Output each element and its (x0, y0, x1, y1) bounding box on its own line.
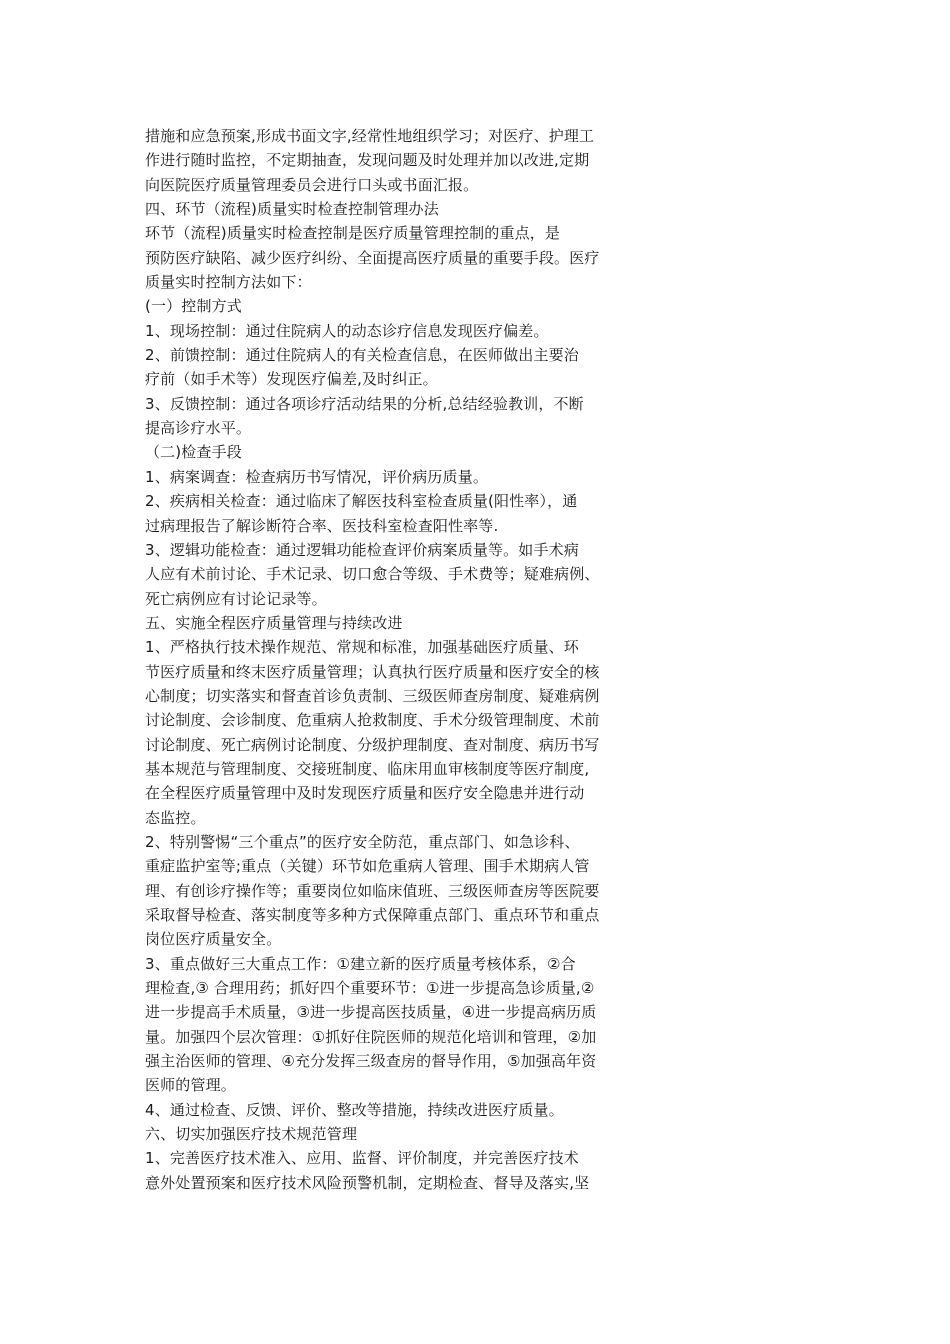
text-line: 进一步提高手术质量，③进一步提高医技质量，④进一步提高病历质 (145, 1003, 597, 1022)
text-line: 过病理报告了解诊断符合率、医技科室检查阳性率等. (145, 516, 499, 535)
text-line: 2、前馈控制：通过住院病人的有关检查信息，在医师做出主要治 (145, 346, 579, 365)
text-line: 1、完善医疗技术准入、应用、监督、评价制度，并完善医疗技术 (145, 1149, 579, 1168)
text-line: 环节（流程)质量实时检查控制是医疗质量管理控制的重点，是 (145, 224, 561, 243)
subsection-heading: （二)检查手段 (145, 443, 242, 462)
section-heading: 六、切实加强医疗技术规范管理 (145, 1125, 358, 1144)
text-line: 提高诊疗水平。 (145, 419, 252, 438)
subsection-heading: (一）控制方式 (145, 297, 242, 316)
text-line: 理、有创诊疗操作等；重要岗位如临床值班、三级医师查房等医院要 (145, 881, 600, 900)
text-line: 措施和应急预案,形成书面文字,经常性地组织学习；对医疗、护理工 (145, 127, 595, 145)
text-line: 意外处置预案和医疗技术风险预警机制，定期检查、督导及落实,坚 (145, 1173, 590, 1192)
text-line: 疗前（如手术等）发现医疗偏差,及时纠正。 (145, 370, 438, 389)
text-line: 1、现场控制：通过住院病人的动态诊疗信息发现医疗偏差。 (145, 321, 549, 340)
text-line: 在全程医疗质量管理中及时发现医疗质量和医疗安全隐患并进行动 (145, 784, 585, 803)
text-line: 死亡病例应有讨论记录等。 (145, 589, 327, 608)
text-line: 岗位医疗质量安全。 (145, 930, 282, 949)
text-line: 作进行随时监控，不定期抽查，发现问题及时处理并加以改进,定期 (145, 151, 590, 170)
text-line: 4、通过检查、反馈、评价、整改等措施，持续改进医疗质量。 (145, 1100, 564, 1119)
text-line: 强主治医师的管理、④充分发挥三级查房的督导作用，⑤加强高年资 (145, 1052, 597, 1071)
text-line: 心制度；切实落实和督查首诊负责制、三级医师查房制度、疑难病例 (145, 686, 600, 705)
text-line: 人应有术前讨论、手术记录、切口愈合等级、手术费等；疑难病例、 (145, 565, 600, 584)
text-line: 重症监护室等;重点（关键）环节如危重病人管理、围手术期病人管 (145, 857, 590, 876)
text-line: 讨论制度、会诊制度、危重病人抢救制度、手术分级管理制度、术前 (145, 711, 600, 730)
text-line: 预防医疗缺陷、减少医疗纠纷、全面提高医疗质量的重要手段。医疗 (145, 248, 600, 267)
text-line: 质量实时控制方法如下： (145, 273, 312, 292)
text-line: 量。加强四个层次管理：①抓好住院医师的规范化培训和管理，②加 (145, 1027, 597, 1046)
text-line: 讨论制度、死亡病例讨论制度、分级护理制度、查对制度、病历书写 (145, 735, 600, 754)
text-line: 2、疾病相关检查：通过临床了解医技科室检查质量(阳性率），通 (145, 492, 578, 511)
text-line: 理检查,③ 合理用药；抓好四个重要环节：①进一步提高急诊质量,② (145, 979, 595, 998)
section-heading: 五、实施全程医疗质量管理与持续改进 (145, 613, 403, 632)
text-line: 采取督导检查、落实制度等多种方式保障重点部门、重点环节和重点 (145, 906, 600, 924)
section-heading: 四、环节（流程)质量实时检查控制管理办法 (145, 200, 439, 219)
text-line: 2、特别警惕“三个重点”的医疗安全防范，重点部门、如急诊科、 (145, 832, 580, 851)
text-line: 医师的管理。 (145, 1076, 236, 1095)
text-line: 3、重点做好三大重点工作：①建立新的医疗质量考核体系，②合 (145, 954, 576, 973)
text-line: 1、病案调查：检查病历书写情况，评价病历质量。 (145, 467, 488, 486)
text-line: 向医院医疗质量管理委员会进行口头或书面汇报。 (145, 175, 479, 194)
text-line: 3、反馈控制：通过各项诊疗活动结果的分析,总结经验教训，不断 (145, 394, 584, 413)
text-line: 3、逻辑功能检查：通过逻辑功能检查评价病案质量等。如手术病 (145, 540, 579, 559)
text-line: 态监控。 (145, 808, 206, 827)
text-line: 1、严格执行技术操作规范、常规和标准，加强基础医疗质量、环 (145, 638, 579, 657)
text-line: 基本规范与管理制度、交接班制度、临床用血审核制度等医疗制度, (145, 759, 590, 778)
text-line: 节医疗质量和终末医疗质量管理；认真执行医疗质量和医疗安全的核 (145, 662, 600, 681)
document-body (145, 124, 665, 1195)
